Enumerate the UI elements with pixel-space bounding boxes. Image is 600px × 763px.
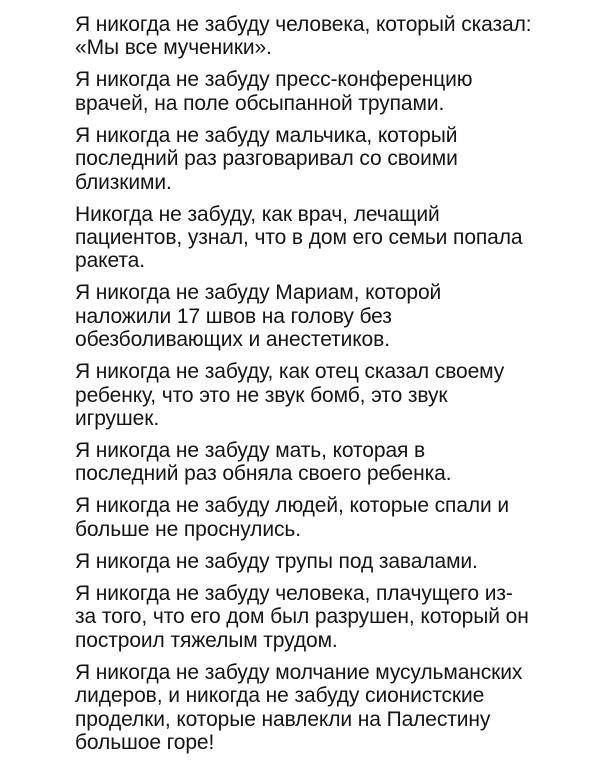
paragraph-2: Я никогда не забуду пресс-конференцию врачей, на поле обсыпанной трупами. [75,68,473,115]
document-text [75,13,590,763]
paragraph-7: Я никогда не забуду мать, которая в последний раз обняла своего ребенка. [75,439,452,486]
paragraph-8: Я никогда не забуду людей, которые спали и больше не проснулись. [75,494,510,541]
paragraph-5: Я никогда не забуду Мариам, которой наложили 17 швов на голову без обезболивающих и анестетиков. [75,281,442,352]
paragraph-1: Я никогда не забуду человека, который сказал: «Мы все мученики». [75,13,532,60]
paragraph-4: Никогда не забуду, как врач, лечащий пациентов, узнал, что в дом его семьи попала ракета. [75,202,523,273]
paragraph-10: Я никогда не забуду человека, плачущего из- за того, что его дом был разрушен, который он построил тяжелым трудом. [75,581,529,652]
paragraph-6: Я никогда не забуду, как отец сказал своему ребенку, что это не звук бомб, это звук игрушек. [75,360,505,431]
paragraph-11: Я никогда не забуду молчание мусульманских лидеров, и никогда не забуду сионистские проделки, которые навлекли на Палестину большое горе! [75,660,523,754]
paragraph-3: Я никогда не забуду мальчика, который последний раз разговаривал со своими близкими. [75,123,458,194]
paragraph-9: Я никогда не забуду трупы под завалами. [75,549,478,573]
